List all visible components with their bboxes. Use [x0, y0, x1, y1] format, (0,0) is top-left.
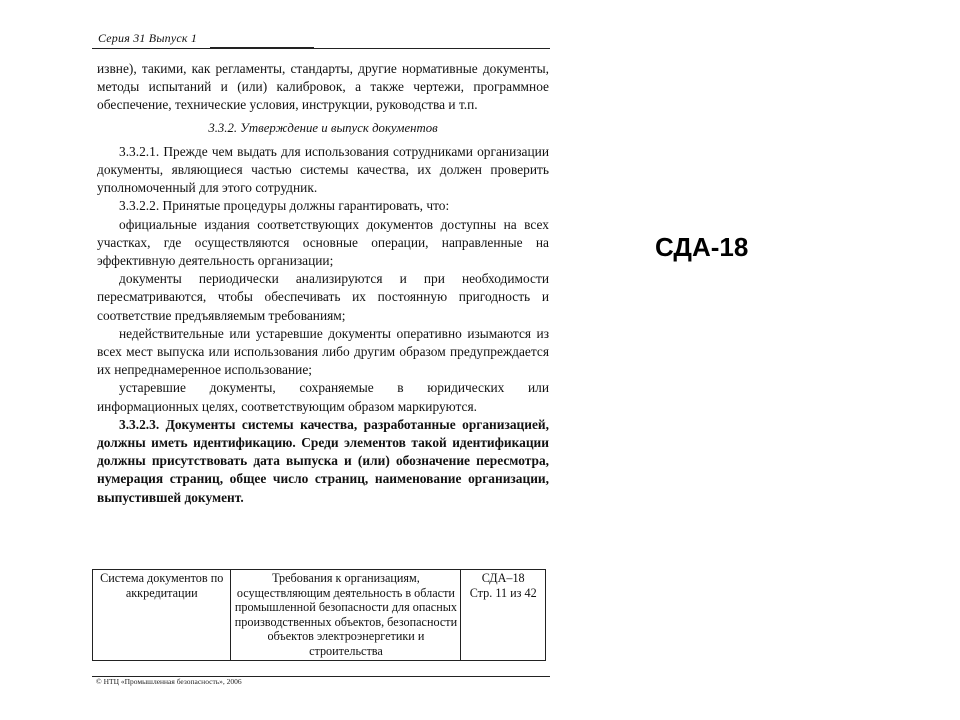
footer-page-number: Стр. 11 из 42 — [469, 585, 537, 600]
footer-doc-code: СДА–18 — [481, 571, 525, 585]
footer-code-cell — [461, 570, 546, 661]
paragraph-3-3-2-1: 3.3.2.1. Прежде чем выдать для использования сотрудниками организации документы, являющиеся частью системы качества, их должен проверить уполномоченный для этого сотрудник. — [97, 143, 549, 196]
paragraph-3-3-2-3: 3.3.2.3. Документы системы качества, разработанные организацией, должны иметь идентификацию. Среди элементов такой идентификации должны присутствовать дата выпуска и (или) обозначение пересмотра, нумерация страниц, общее число страниц, наименование организации, выпустившей документ. — [97, 416, 549, 505]
header-rule-accent — [210, 47, 314, 49]
paragraph-3-3-2-2: 3.3.2.2. Принятые процедуры должны гарантировать, что: — [119, 198, 450, 214]
section-subheading: 3.3.2. Утверждение и выпуск документов — [208, 120, 438, 135]
footer-document-title: Требования к организациям, осуществляющим деятельность в области промышленной безопасности для опасных производственных объектов, безопасности объектов электроэнергетики и строительства — [231, 570, 461, 661]
paragraph-continuation: извне), такими, как регламенты, стандарты, другие нормативные документы, методы испытаний и (или) калибровок, а также чертежи, программное обеспечение, технические условия, инструкции, руководства и т.п. — [97, 61, 549, 113]
list-item-obsolete-docs: устаревшие документы, сохраняемые в юридических или информационных целях, соответствующим образом маркируются. — [97, 380, 549, 414]
series-header: Серия 31 Выпуск 1 — [98, 31, 198, 45]
footer-table — [92, 569, 546, 661]
footer-system-name: Система документов по аккредитации — [93, 570, 231, 661]
list-item-invalid-docs: недействительные или устаревшие документы оперативно изымаются из всех мест выпуска или использования либо другим образом предупреждается их непреднамеренное использование; — [97, 325, 549, 378]
table-row — [93, 570, 546, 661]
header-rule — [92, 48, 550, 49]
document-body — [97, 60, 549, 507]
list-item-official-editions: официальные издания соответствующих документов доступны на всех участках, где осуществляются основные операции, направленные на эффективную деятельность организации; — [97, 216, 549, 269]
document-page — [92, 22, 550, 690]
list-item-periodic-review: документы периодически анализируются и при необходимости пересматриваются, чтобы обеспечивать их постоянную пригодность и соответствие предъявляемым требованиям; — [97, 271, 549, 323]
copyright-text: © НТЦ «Промышленная безопасность», 2006 — [96, 677, 242, 686]
side-document-title: СДА-18 — [655, 232, 749, 262]
